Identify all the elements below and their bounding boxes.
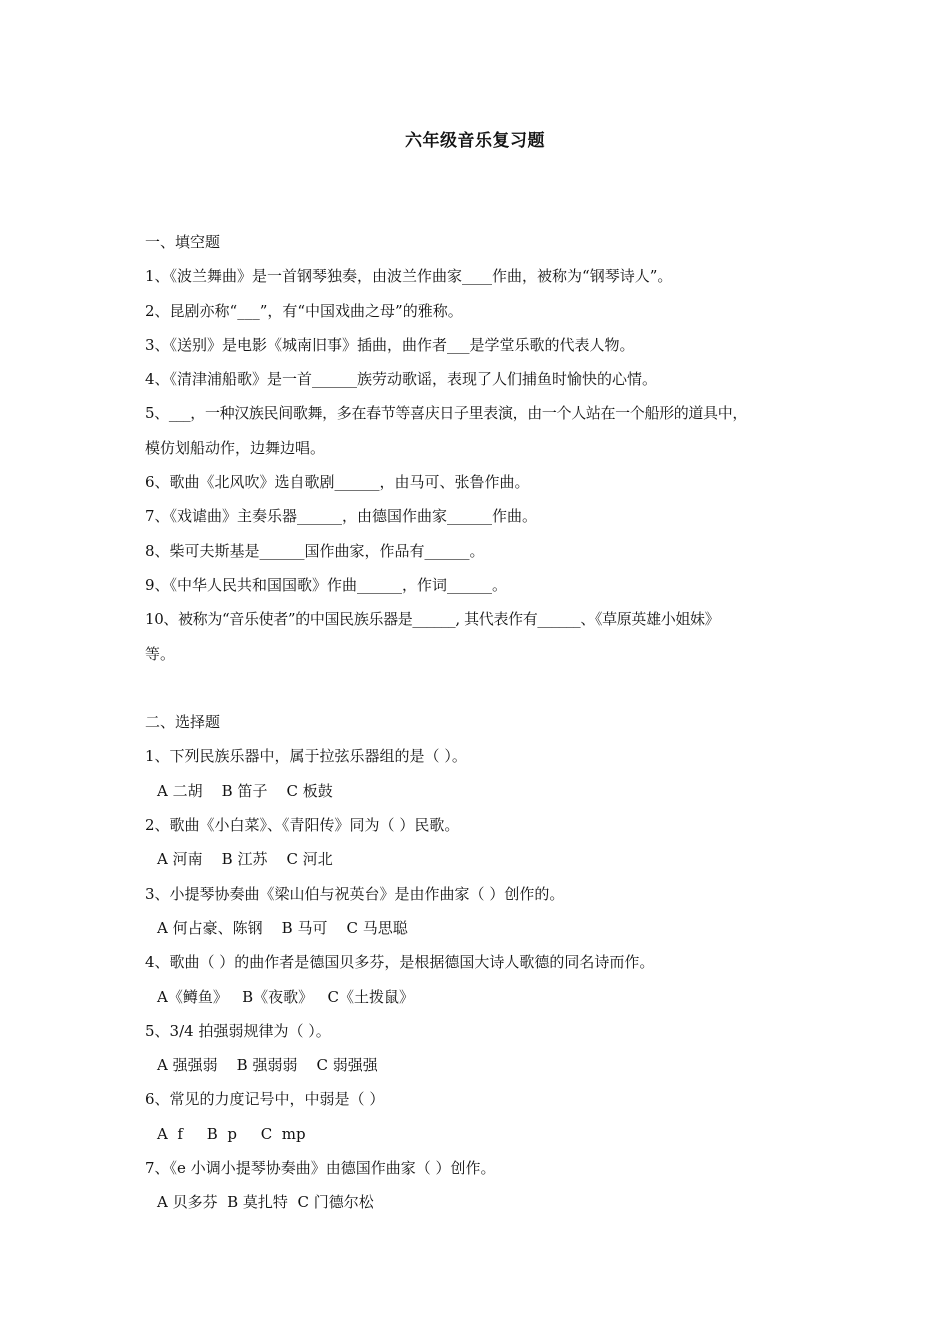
choice-question: 4、歌曲（ ）的曲作者是德国贝多芬，是根据德国大诗人歌德的同名诗而作。: [145, 953, 655, 972]
fill-in-question: 4、《清津浦船歌》是一首______族劳动歌谣，表现了人们捕鱼时愉快的心情。: [145, 370, 658, 389]
choice-question: 2、歌曲《小白菜》、《青阳传》同为（ ）民歌。: [145, 816, 460, 835]
choice-question: 5、3/4 拍强弱规律为（ ）。: [145, 1021, 331, 1040]
section-heading-choice: 二、选择题: [145, 713, 221, 732]
choice-question: 6、常见的力度记号中，中弱是（ ）: [145, 1090, 385, 1109]
fill-in-question: 2、昆剧亦称“___”，有“中国戏曲之母”的雅称。: [145, 301, 463, 320]
choice-question: 7、《e 小调小提琴协奏曲》由德国作曲家（ ）创作。: [145, 1159, 496, 1178]
choice-question: 1、下列民族乐器中，属于拉弦乐器组的是（ ）。: [145, 747, 467, 766]
choice-options: A《鳟鱼》 B《夜歌》 C《土拨鼠》: [157, 987, 414, 1006]
choice-question: 3、小提琴协奏曲《梁山伯与祝英台》是由作曲家（ ）创作的。: [145, 884, 565, 903]
fill-in-question: 5、___，一种汉族民间歌舞，多在春节等喜庆日子里表演，由一个人站在一个船形的道具中，: [145, 404, 747, 423]
fill-in-question: 9、《中华人民共和国国歌》作曲______，作词______。: [145, 575, 508, 594]
section-spacer: [145, 676, 810, 710]
choice-options: A 何占豪、陈钢 B 马可 C 马思聪: [157, 918, 408, 937]
section-heading-fill-in: 一、填空题: [145, 233, 221, 251]
fill-in-question: 6、歌曲《北风吹》选自歌剧______，由马可、张鲁作曲。: [145, 473, 530, 492]
fill-in-question-continued: 模仿划船动作，边舞边唱。: [145, 438, 326, 457]
choice-options: A f B p C mp: [157, 1124, 306, 1143]
page-title: 六年级音乐复习题: [405, 131, 545, 151]
choice-options: A 河南 B 江苏 C 河北: [157, 850, 333, 869]
fill-in-question: 1、《波兰舞曲》是一首钢琴独奏，由波兰作曲家____作曲，被称为“钢琴诗人”。: [145, 267, 673, 286]
document-body: [145, 230, 810, 1225]
fill-in-question: 10、被称为“音乐使者”的中国民族乐器是______, 其代表作有______、《草原英雄小姐妹》: [145, 610, 720, 629]
fill-in-question: 8、柴可夫斯基是______国作曲家，作品有______。: [145, 541, 485, 560]
choice-options: A 二胡 B 笛子 C 板鼓: [157, 781, 333, 800]
choice-options: A 贝多芬 B 莫扎特 C 门德尔松: [157, 1193, 374, 1212]
choice-options: A 强强弱 B 强弱弱 C 弱强强: [157, 1056, 378, 1075]
fill-in-question: 3、《送别》是电影《城南旧事》插曲，曲作者___是学堂乐歌的代表人物。: [145, 335, 635, 354]
fill-in-question-continued: 等。: [145, 644, 176, 663]
fill-in-question: 7、《戏谑曲》主奏乐器______，由德国作曲家______作曲。: [145, 507, 538, 526]
